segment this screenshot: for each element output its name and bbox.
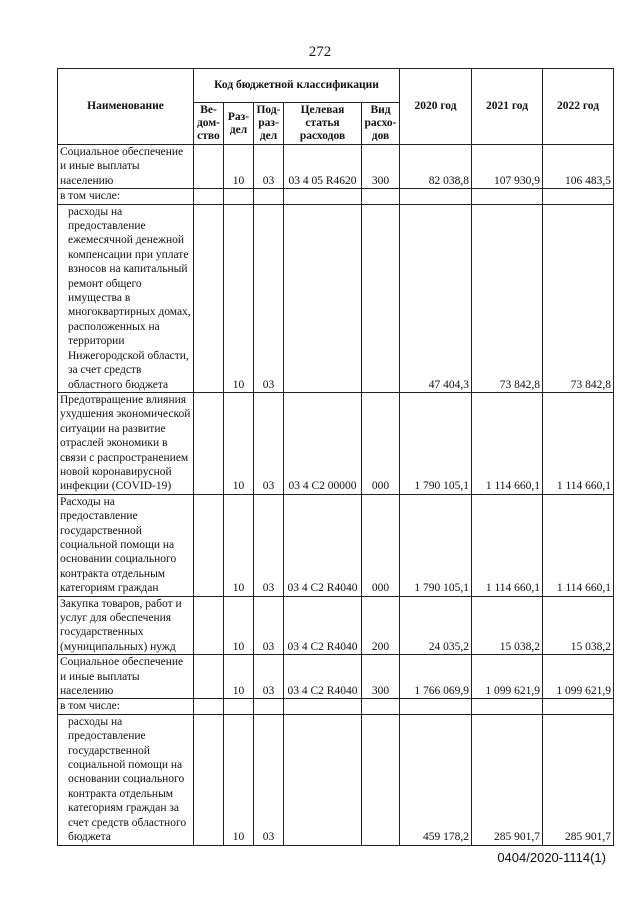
- row-2020: 1 790 105,1: [400, 494, 472, 596]
- row-razdel: [224, 189, 254, 204]
- row-podrazdel: 03: [254, 494, 284, 596]
- row-name: расходы на предоставление ежемесячной денежной компенсации при уплате взносов на капитальный ремонт общего имущества в многоквартирных домах, расположенных на территории Нижегородской области, за счет средств областного бюджета: [58, 204, 194, 392]
- table-row: [58, 145, 614, 189]
- row-2022: [543, 699, 614, 714]
- row-target: 03 4 C2 R4040: [284, 596, 362, 655]
- row-target: [284, 204, 362, 392]
- table-row: [58, 392, 614, 494]
- row-2020: 24 035,2: [400, 596, 472, 655]
- row-2022: [543, 189, 614, 204]
- row-podrazdel: 03: [254, 596, 284, 655]
- row-target: 03 4 C2 00000: [284, 392, 362, 494]
- row-2021: 107 930,9: [472, 145, 543, 189]
- row-2022: 15 038,2: [543, 596, 614, 655]
- row-vid: 000: [362, 494, 400, 596]
- row-name: в том числе:: [58, 699, 194, 714]
- row-vedomstvo: [194, 596, 224, 655]
- row-vid: [362, 189, 400, 204]
- table-row: [58, 204, 614, 392]
- row-target: 03 4 C2 R4040: [284, 655, 362, 699]
- header-code-group: Код бюджетной классификации: [194, 69, 400, 103]
- row-2022: 1 114 660,1: [543, 392, 614, 494]
- row-podrazdel: 03: [254, 714, 284, 845]
- row-name: Расходы на предоставление государственной социальной помощи на основании социального контракта отдельным категориям граждан: [58, 494, 194, 596]
- row-vid: 300: [362, 145, 400, 189]
- row-vedomstvo: [194, 189, 224, 204]
- row-razdel: [224, 699, 254, 714]
- header-name: Наименование: [58, 69, 194, 145]
- row-vid: [362, 714, 400, 845]
- row-vid: [362, 699, 400, 714]
- header-2022: 2022 год: [543, 69, 614, 145]
- row-2022: 106 483,5: [543, 145, 614, 189]
- row-2020: [400, 699, 472, 714]
- row-target: 03 4 C2 R4040: [284, 494, 362, 596]
- row-razdel: 10: [224, 714, 254, 845]
- row-podrazdel: 03: [254, 204, 284, 392]
- row-vedomstvo: [194, 145, 224, 189]
- row-2022: 285 901,7: [543, 714, 614, 845]
- row-vid: 300: [362, 655, 400, 699]
- row-name: Предотвращение влияния ухудшения экономической ситуации на развитие отраслей экономики в связи с распространением новой коронавирусной инфекции (COVID-19): [58, 392, 194, 494]
- row-2021: 285 901,7: [472, 714, 543, 845]
- budget-table: [57, 68, 614, 846]
- row-razdel: 10: [224, 145, 254, 189]
- header-target: Целевая статья расходов: [284, 103, 362, 145]
- page-number: 272: [308, 44, 332, 60]
- row-razdel: 10: [224, 204, 254, 392]
- row-podrazdel: 03: [254, 655, 284, 699]
- table-row: [58, 494, 614, 596]
- row-vedomstvo: [194, 392, 224, 494]
- row-2022: 1 099 621,9: [543, 655, 614, 699]
- row-name: расходы на предоставление государственной социальной помощи на основании социального контракта отдельным категориям граждан за счет средств областного бюджета: [58, 714, 194, 845]
- row-vid: 200: [362, 596, 400, 655]
- row-2020: 1 790 105,1: [400, 392, 472, 494]
- row-2021: 1 114 660,1: [472, 494, 543, 596]
- row-vedomstvo: [194, 714, 224, 845]
- table-row: [58, 189, 614, 204]
- table-row: [58, 699, 614, 714]
- row-vedomstvo: [194, 204, 224, 392]
- row-2020: 82 038,8: [400, 145, 472, 189]
- row-razdel: 10: [224, 655, 254, 699]
- document-code: 0404/2020-1114(1): [497, 850, 606, 865]
- row-2021: 1 099 621,9: [472, 655, 543, 699]
- row-2022: 1 114 660,1: [543, 494, 614, 596]
- row-2020: [400, 189, 472, 204]
- row-2020: 1 766 069,9: [400, 655, 472, 699]
- row-razdel: 10: [224, 494, 254, 596]
- row-target: [284, 699, 362, 714]
- row-vedomstvo: [194, 655, 224, 699]
- table-row: [58, 596, 614, 655]
- row-vedomstvo: [194, 494, 224, 596]
- header-razdel: Раз-дел: [224, 103, 254, 145]
- row-podrazdel: 03: [254, 145, 284, 189]
- row-target: 03 4 05 R4620: [284, 145, 362, 189]
- header-vedomstvo: Ве-дом-ство: [194, 103, 224, 145]
- row-2020: 47 404,3: [400, 204, 472, 392]
- header-2021: 2021 год: [472, 69, 543, 145]
- row-name: Закупка товаров, работ и услуг для обеспечения государственных (муниципальных) нужд: [58, 596, 194, 655]
- row-razdel: 10: [224, 596, 254, 655]
- row-podrazdel: [254, 699, 284, 714]
- row-2021: 73 842,8: [472, 204, 543, 392]
- row-razdel: 10: [224, 392, 254, 494]
- row-name: Социальное обеспечение и иные выплаты населению: [58, 145, 194, 189]
- row-2020: 459 178,2: [400, 714, 472, 845]
- row-vid: 000: [362, 392, 400, 494]
- header-2020: 2020 год: [400, 69, 472, 145]
- row-name: в том числе:: [58, 189, 194, 204]
- table-row: [58, 655, 614, 699]
- row-2021: [472, 699, 543, 714]
- header-podrazdel: Под-раз-дел: [254, 103, 284, 145]
- row-2021: [472, 189, 543, 204]
- row-2022: 73 842,8: [543, 204, 614, 392]
- row-name: Социальное обеспечение и иные выплаты населению: [58, 655, 194, 699]
- row-2021: 1 114 660,1: [472, 392, 543, 494]
- row-vedomstvo: [194, 699, 224, 714]
- row-podrazdel: 03: [254, 392, 284, 494]
- row-target: [284, 189, 362, 204]
- row-vid: [362, 204, 400, 392]
- table-row: [58, 714, 614, 845]
- row-target: [284, 714, 362, 845]
- row-2021: 15 038,2: [472, 596, 543, 655]
- row-podrazdel: [254, 189, 284, 204]
- header-vid: Вид расхо-дов: [362, 103, 400, 145]
